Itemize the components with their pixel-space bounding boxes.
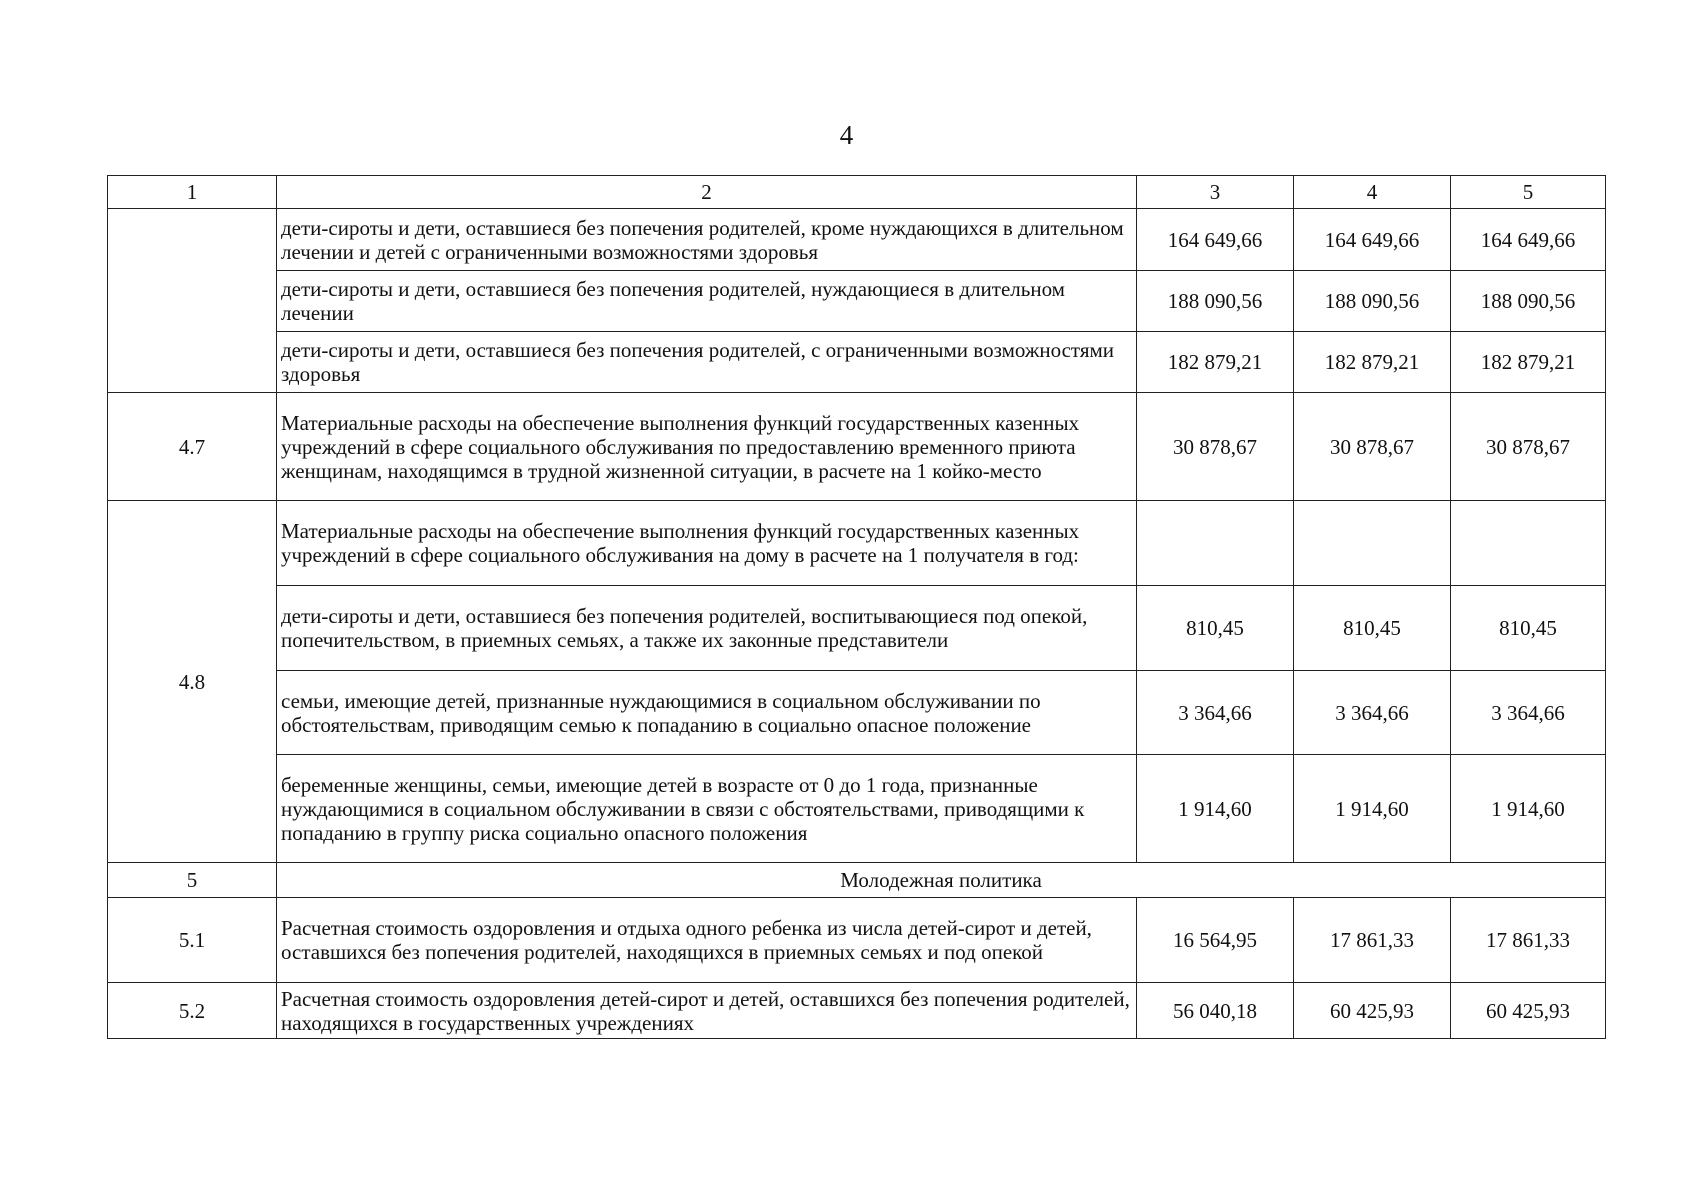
table-row (108, 332, 1606, 393)
row-description: семьи, имеющие детей, признанные нуждающимися в социальном обслуживании по обстоятельствам, приводящим семью к попаданию в социально опасное положение (277, 671, 1137, 755)
page-number: 4 (839, 120, 854, 150)
value-col-5 (1451, 501, 1606, 586)
table-row (108, 983, 1606, 1039)
section-number: 5 (108, 863, 277, 898)
row-number-cell (108, 209, 277, 393)
value-col-4: 17 861,33 (1294, 898, 1451, 983)
value-col-3: 3 364,66 (1137, 671, 1294, 755)
row-description: дети-сироты и дети, оставшиеся без попечения родителей, кроме нуждающихся в длительном лечении и детей с ограниченными возможностями здоровья (277, 209, 1137, 271)
row-description: Материальные расходы на обеспечение выполнения функций государственных казенных учреждений в сфере социального обслуживания по предоставлению временного приюта женщинам, находящимся в трудной жизненной ситуации, в расчете на 1 койко-место (277, 393, 1137, 501)
column-header: 1 (108, 176, 277, 209)
row-description: Расчетная стоимость оздоровления детей-сирот и детей, оставшихся без попечения родителей, находящихся в государственных учреждениях (277, 983, 1137, 1039)
section-title: Молодежная политика (277, 863, 1606, 898)
value-col-5: 3 364,66 (1451, 671, 1606, 755)
row-number: 4.8 (108, 501, 277, 863)
row-number: 4.7 (108, 393, 277, 501)
table-row (108, 671, 1606, 755)
row-description: дети-сироты и дети, оставшиеся без попечения родителей, с ограниченными возможностями здоровья (277, 332, 1137, 393)
value-col-5: 188 090,56 (1451, 271, 1606, 332)
value-col-3: 164 649,66 (1137, 209, 1294, 271)
table-header-row (108, 176, 1606, 209)
value-col-4: 164 649,66 (1294, 209, 1451, 271)
row-description: дети-сироты и дети, оставшиеся без попечения родителей, нуждающиеся в длительном лечении (277, 271, 1137, 332)
table-row (108, 501, 1606, 586)
row-description: Материальные расходы на обеспечение выполнения функций государственных казенных учреждений в сфере социального обслуживания на дому в расчете на 1 получателя в год: (277, 501, 1137, 586)
column-header: 2 (277, 176, 1137, 209)
cost-table (107, 175, 1606, 1039)
value-col-5: 810,45 (1451, 586, 1606, 671)
value-col-4 (1294, 501, 1451, 586)
table-row (108, 586, 1606, 671)
value-col-5: 1 914,60 (1451, 755, 1606, 863)
column-header: 4 (1294, 176, 1451, 209)
table-row (108, 209, 1606, 271)
section-row (108, 863, 1606, 898)
value-col-3: 30 878,67 (1137, 393, 1294, 501)
value-col-4: 30 878,67 (1294, 393, 1451, 501)
value-col-5: 164 649,66 (1451, 209, 1606, 271)
table-row (108, 393, 1606, 501)
value-col-5: 17 861,33 (1451, 898, 1606, 983)
value-col-3: 188 090,56 (1137, 271, 1294, 332)
value-col-3 (1137, 501, 1294, 586)
value-col-3: 1 914,60 (1137, 755, 1294, 863)
value-col-4: 60 425,93 (1294, 983, 1451, 1039)
value-col-4: 188 090,56 (1294, 271, 1451, 332)
value-col-4: 810,45 (1294, 586, 1451, 671)
table-row (108, 755, 1606, 863)
value-col-3: 182 879,21 (1137, 332, 1294, 393)
row-description: Расчетная стоимость оздоровления и отдыха одного ребенка из числа детей-сирот и детей, оставшихся без попечения родителей, находящихся в приемных семьях и под опекой (277, 898, 1137, 983)
value-col-5: 182 879,21 (1451, 332, 1606, 393)
row-description: беременные женщины, семьи, имеющие детей в возрасте от 0 до 1 года, признанные нуждающимися в социальном обслуживании в связи с обстоятельствами, приводящими к попаданию в группу риска социально опасного положения (277, 755, 1137, 863)
table-row (108, 271, 1606, 332)
row-number: 5.2 (108, 983, 277, 1039)
value-col-4: 3 364,66 (1294, 671, 1451, 755)
table-row (108, 898, 1606, 983)
value-col-5: 60 425,93 (1451, 983, 1606, 1039)
row-description: дети-сироты и дети, оставшиеся без попечения родителей, воспитывающиеся под опекой, попечительством, в приемных семьях, а также их законные представители (277, 586, 1137, 671)
value-col-5: 30 878,67 (1451, 393, 1606, 501)
value-col-4: 182 879,21 (1294, 332, 1451, 393)
value-col-3: 56 040,18 (1137, 983, 1294, 1039)
column-header: 5 (1451, 176, 1606, 209)
value-col-3: 16 564,95 (1137, 898, 1294, 983)
value-col-4: 1 914,60 (1294, 755, 1451, 863)
column-header: 3 (1137, 176, 1294, 209)
row-number: 5.1 (108, 898, 277, 983)
value-col-3: 810,45 (1137, 586, 1294, 671)
